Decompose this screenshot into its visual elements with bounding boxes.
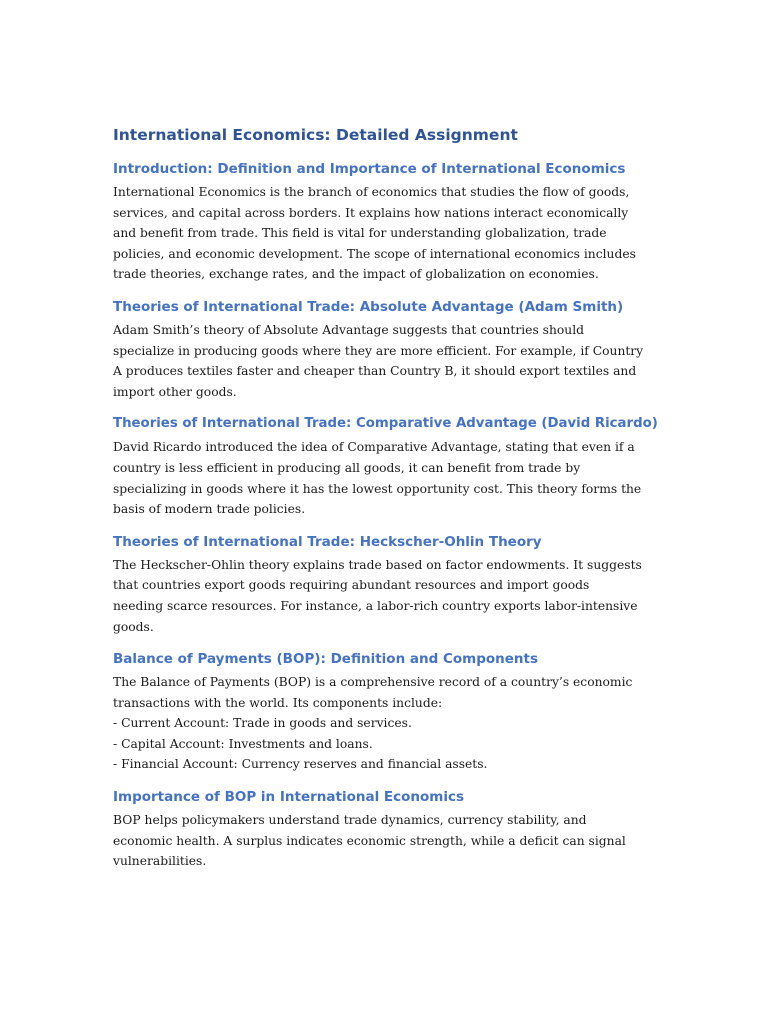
paragraph-line: BOP helps policymakers understand trade dynamics, currency stability, and [113, 813, 587, 828]
section-paragraph [113, 810, 661, 872]
section-absolute-advantage [113, 297, 661, 402]
section-heckscher-ohlin [113, 532, 661, 637]
document-content [113, 124, 661, 884]
paragraph-line: specialize in producing goods where they are more efficient. For example, if Country [113, 343, 644, 358]
paragraph-line: International Economics is the branch of economics that studies the flow of goods, [113, 185, 630, 199]
paragraph-line: vulnerabilities. [113, 854, 207, 869]
paragraph-line: A produces textiles faster and cheaper than Country B, it should export textiles and [113, 364, 637, 379]
paragraph-line: goods. [113, 619, 154, 634]
section-introduction [113, 159, 661, 285]
paragraph-line: and benefit from trade. This field is vital for understanding globalization, trade [113, 226, 607, 241]
paragraph-line: economic health. A surplus indicates economic strength, while a deficit can signal [113, 833, 626, 848]
paragraph-line: Adam Smith’s theory of Absolute Advantage suggests that countries should [113, 322, 585, 337]
paragraph-line: import other goods. [113, 384, 237, 399]
section-paragraph [113, 182, 661, 285]
paragraph-line: policies, and economic development. The scope of international economics includes [113, 246, 636, 261]
paragraph-line: transactions with the world. Its components include: [113, 695, 443, 710]
paragraph-line: basis of modern trade policies. [113, 502, 306, 517]
paragraph-line: that countries export goods requiring abundant resources and import goods [113, 578, 590, 593]
paragraph-line: trade theories, exchange rates, and the impact of globalization on economies. [113, 267, 599, 282]
section-comparative-advantage [113, 414, 661, 519]
section-heading: Introduction: Definition and Importance of International Economics [113, 161, 626, 177]
section-heading: Balance of Payments (BOP): Definition and Components [113, 651, 539, 668]
paragraph-line: needing scarce resources. For instance, a labor-rich country exports labor-intensive [113, 598, 638, 613]
paragraph-line: specializing in goods where it has the lowest opportunity cost. This theory forms the [113, 481, 642, 496]
section-heading: Theories of International Trade: Absolute Advantage (Adam Smith) [113, 298, 624, 315]
paragraph-line: The Balance of Payments (BOP) is a comprehensive record of a country’s economic [113, 675, 633, 690]
section-heading: Theories of International Trade: Heckscher-Ohlin Theory [113, 533, 542, 550]
section-bop-importance [113, 787, 661, 872]
list-item: - Current Account: Trade in goods and services. [113, 716, 412, 731]
paragraph-line: David Ricardo introduced the idea of Comparative Advantage, stating that even if a [113, 440, 635, 455]
list-item: - Capital Account: Investments and loans. [113, 736, 373, 751]
paragraph-line: The Heckscher-Ohlin theory explains trade based on factor endowments. It suggests [113, 557, 642, 572]
section-paragraph [113, 555, 661, 637]
section-paragraph [113, 672, 661, 775]
section-paragraph [113, 320, 661, 402]
section-bop-definition [113, 649, 661, 775]
list-item: - Financial Account: Currency reserves and financial assets. [113, 757, 488, 772]
document-title: International Economics: Detailed Assignment [113, 126, 518, 144]
section-heading: Importance of BOP in International Economics [113, 789, 465, 806]
paragraph-line: country is less efficient in producing all goods, it can benefit from trade by [113, 460, 581, 475]
paragraph-line: services, and capital across borders. It explains how nations interact economically [113, 205, 629, 220]
section-heading: Theories of International Trade: Comparative Advantage (David Ricardo) [113, 416, 658, 432]
section-paragraph [113, 437, 661, 519]
